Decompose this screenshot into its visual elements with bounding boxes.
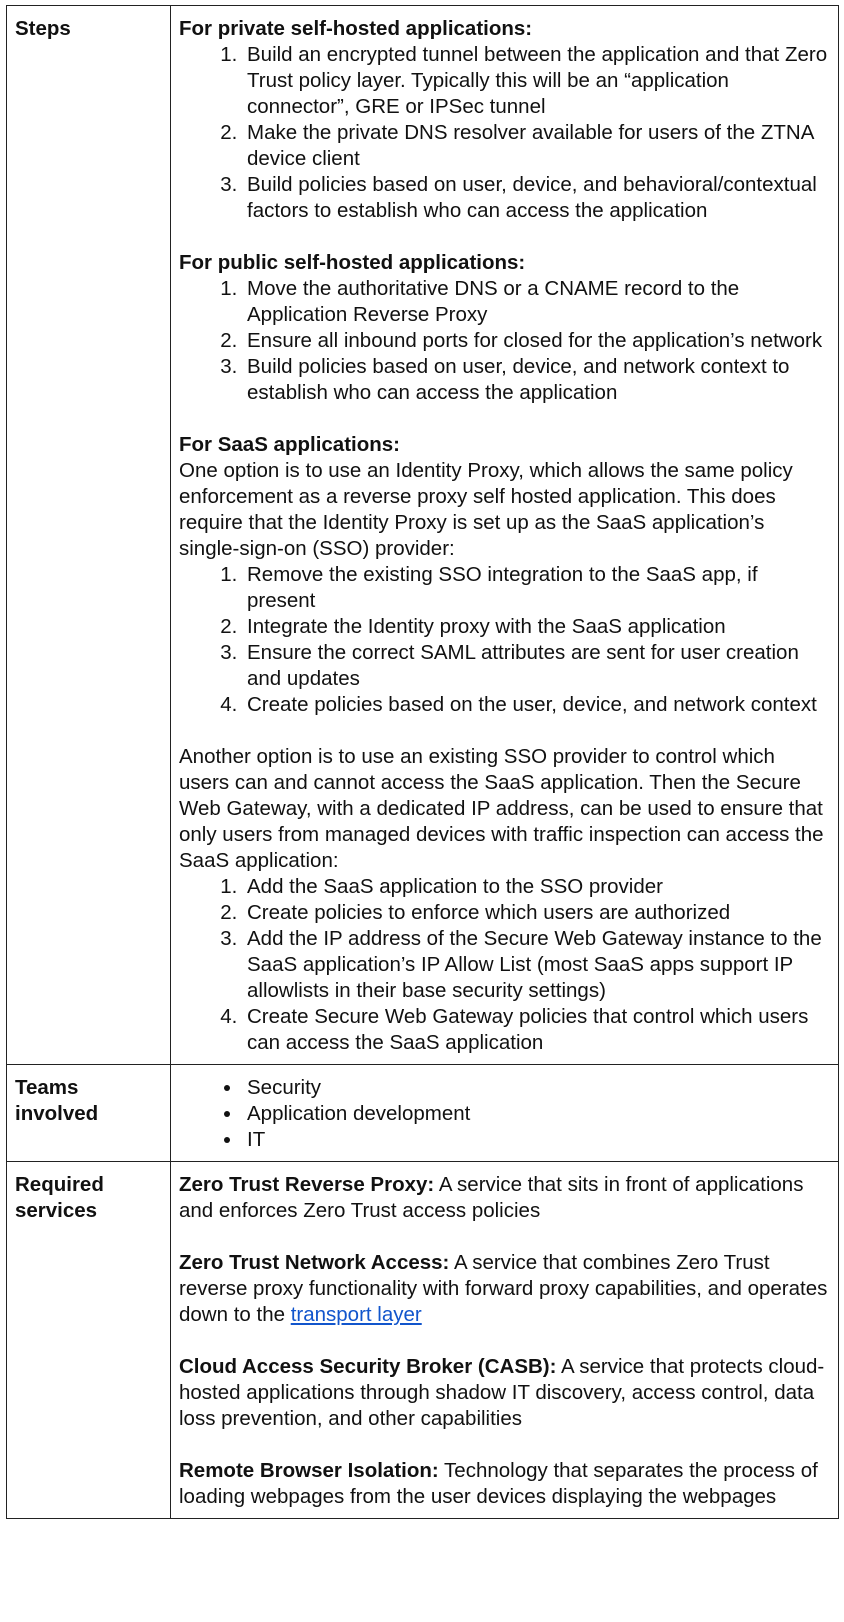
teams-content — [171, 1065, 839, 1162]
list-item: 2. Integrate the Identity proxy with the SaaS application — [243, 614, 830, 640]
list-item: • Application development — [243, 1101, 830, 1127]
service-term: Zero Trust Network Access: — [179, 1251, 450, 1274]
service-ztna — [179, 1250, 830, 1328]
service-desc: A service that combines Zero Trust reverse proxy functionality with forward proxy capabilities, and operates down to the — [179, 1251, 828, 1326]
saas-steps-list — [179, 562, 830, 718]
services-content — [171, 1162, 839, 1519]
list-item: • IT — [243, 1127, 830, 1153]
list-item: 3. Ensure the correct SAML attributes are sent for user creation and updates — [243, 640, 830, 692]
list-item: 4. Create Secure Web Gateway policies that control which users can access the SaaS application — [243, 1004, 830, 1056]
table-row — [7, 1065, 839, 1162]
requirements-table — [6, 5, 839, 1519]
list-item: 3. Build policies based on user, device, and behavioral/contextual factors to establish who can access the application — [243, 172, 830, 224]
service-desc: A service that sits in front of applications and enforces Zero Trust access policies — [179, 1173, 804, 1222]
transport-layer-link[interactable]: transport layer — [290, 1303, 422, 1326]
list-item: 4. Create policies based on the user, device, and network context — [243, 692, 830, 718]
private-heading: For private self-hosted applications: — [179, 17, 533, 40]
list-item: 1. Move the authoritative DNS or a CNAME record to the Application Reverse Proxy — [243, 276, 830, 328]
list-item: 3. Build policies based on user, device, and network context to establish who can access the application — [243, 354, 830, 406]
list-item: 2. Ensure all inbound ports for closed for the application’s network — [243, 328, 830, 354]
saas-intro-alt: Another option is to use an existing SSO provider to control which users can and cannot access the SaaS application. Then the Secure Web Gateway, with a dedicated IP address, can be used to ensure that only users from managed devices with traffic inspection can access the SaaS application: — [179, 745, 824, 872]
service-term: Zero Trust Reverse Proxy: — [179, 1173, 435, 1196]
list-item: 1. Add the SaaS application to the SSO provider — [243, 874, 830, 900]
list-item: 1. Remove the existing SSO integration to the SaaS app, if present — [243, 562, 830, 614]
service-desc: Technology that separates the process of loading webpages from the user devices displaying the webpages — [179, 1459, 818, 1508]
public-steps-list — [179, 276, 830, 406]
row-label-steps: Steps — [7, 6, 171, 1065]
service-term: Cloud Access Security Broker (CASB): — [179, 1355, 557, 1378]
list-item: • Security — [243, 1075, 830, 1101]
service-desc: A service that protects cloud-hosted applications through shadow IT discovery, access control, data loss prevention, and other capabilities — [179, 1355, 825, 1430]
row-label-teams: Teams involved — [7, 1065, 171, 1162]
steps-content — [171, 6, 839, 1065]
teams-list — [179, 1075, 830, 1153]
service-rbi — [179, 1458, 830, 1510]
row-label-services: Required services — [7, 1162, 171, 1519]
list-item: 2. Make the private DNS resolver available for users of the ZTNA device client — [243, 120, 830, 172]
table-row — [7, 1162, 839, 1519]
list-item: 1. Build an encrypted tunnel between the application and that Zero Trust policy layer. Typically this will be an “application connector”, GRE or IPSec tunnel — [243, 42, 830, 120]
private-steps-list — [179, 42, 830, 224]
saas-heading: For SaaS applications: — [179, 433, 400, 456]
saas-steps-list-alt — [179, 874, 830, 1056]
table-row — [7, 6, 839, 1065]
saas-intro: One option is to use an Identity Proxy, which allows the same policy enforcement as a reverse proxy self hosted application. This does require that the Identity Proxy is set up as the SaaS application’s single-sign-on (SSO) provider: — [179, 459, 793, 560]
service-term: Remote Browser Isolation: — [179, 1459, 439, 1482]
service-ztrp — [179, 1172, 830, 1224]
service-casb — [179, 1354, 830, 1432]
list-item: 3. Add the IP address of the Secure Web Gateway instance to the SaaS application’s IP Allow List (most SaaS apps support IP allowlists in their base security settings) — [243, 926, 830, 1004]
public-heading: For public self-hosted applications: — [179, 251, 526, 274]
list-item: 2. Create policies to enforce which users are authorized — [243, 900, 830, 926]
